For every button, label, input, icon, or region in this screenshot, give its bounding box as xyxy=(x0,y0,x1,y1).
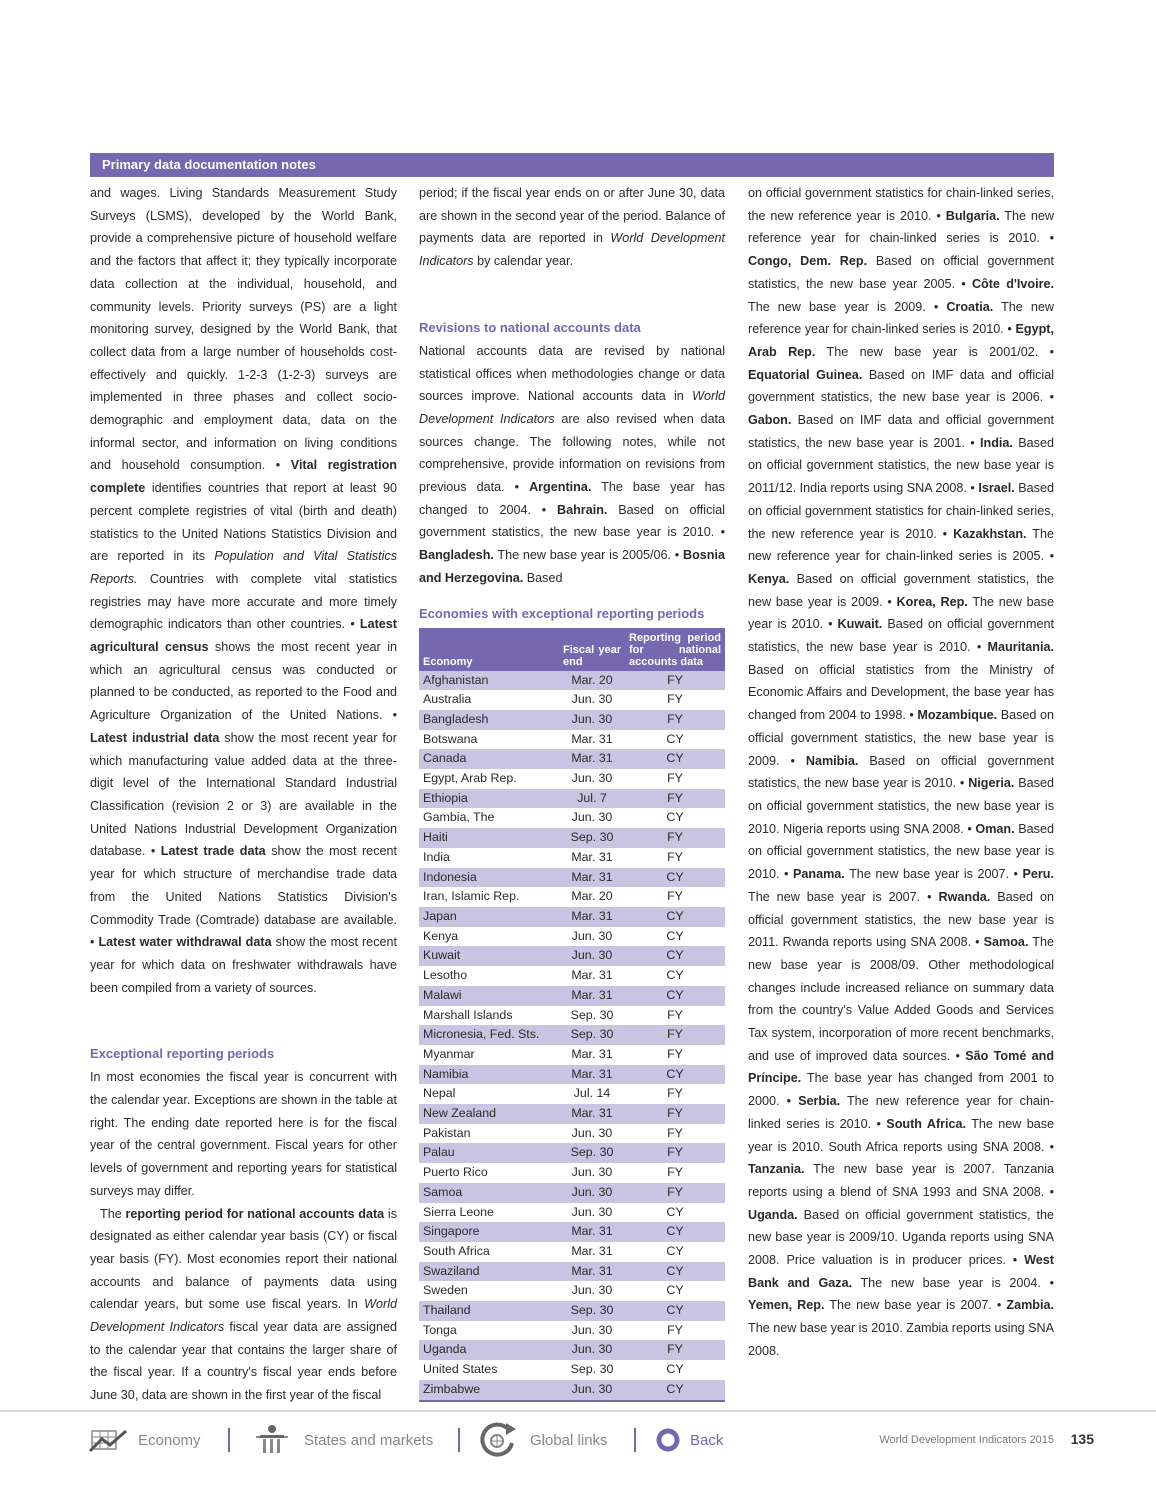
country-name: Israel. xyxy=(978,481,1015,496)
economy-cell: Egypt, Arab Rep. xyxy=(423,771,517,786)
table-row xyxy=(419,986,725,1006)
table-row xyxy=(419,1104,725,1124)
nav-separator xyxy=(634,1428,636,1452)
fiscal-year-end-cell: Jun. 30 xyxy=(571,1204,613,1219)
footer-divider xyxy=(0,1410,1156,1412)
reporting-period-cell: CY xyxy=(625,1222,725,1242)
table-row xyxy=(419,1380,725,1401)
reporting-period-cell: FY xyxy=(625,1340,725,1360)
reporting-period-cell: CY xyxy=(625,1065,725,1085)
page-number: 135 xyxy=(1070,1431,1094,1447)
country-name: Peru. xyxy=(1022,867,1054,882)
economy-cell: Iran, Islamic Rep. xyxy=(423,889,520,904)
economy-cell: Kuwait xyxy=(419,946,559,966)
nav-back[interactable] xyxy=(656,1420,723,1460)
country-name: Kazakhstan. xyxy=(953,526,1027,541)
economy-cell: Sweden xyxy=(423,1283,468,1298)
fiscal-year-end-cell: Sep. 30 xyxy=(570,1007,614,1022)
table-row xyxy=(419,868,725,888)
fiscal-year-end-cell: Mar. 31 xyxy=(559,868,625,888)
economy-cell: Haiti xyxy=(419,828,559,848)
fiscal-year-end-cell: Jun. 30 xyxy=(571,1165,613,1180)
fiscal-year-end-cell: Mar. 20 xyxy=(571,889,613,904)
country-name: Mozambique. xyxy=(917,708,998,723)
table-row xyxy=(419,966,725,986)
table-row xyxy=(419,690,725,710)
reporting-period-cell: CY xyxy=(625,986,725,1006)
country-name: São Tomé and Príncipe. xyxy=(748,1048,1055,1086)
economy-cell: Samoa xyxy=(419,1183,559,1203)
table-row xyxy=(419,848,725,868)
nav-label: Economy xyxy=(138,1431,201,1449)
reporting-period-cell: CY xyxy=(625,1301,725,1321)
publication-title: World Development Indicators 2015 xyxy=(879,1434,1054,1446)
nav-separator xyxy=(228,1428,230,1452)
fiscal-year-end-cell: Jun. 30 xyxy=(571,928,613,943)
economy-cell: Myanmar xyxy=(423,1046,475,1061)
reporting-period-cell: FY xyxy=(667,1322,683,1337)
table-row xyxy=(419,1281,725,1301)
fiscal-year-end-cell: Sep. 30 xyxy=(559,1143,625,1163)
economy-cell: Tonga xyxy=(423,1322,457,1337)
economies-table xyxy=(419,628,725,1402)
fiscal-year-end-cell: Jun. 30 xyxy=(571,692,613,707)
nav-states-markets[interactable] xyxy=(254,1420,433,1460)
table-row xyxy=(419,1222,725,1242)
fiscal-year-end-cell: Mar. 31 xyxy=(559,1065,625,1085)
economy-cell: New Zealand xyxy=(419,1104,559,1124)
country-name: Congo, Dem. Rep. xyxy=(748,254,868,269)
country-name: Rwanda. xyxy=(938,889,991,904)
economy-cell: Ethiopia xyxy=(419,789,559,809)
nav-separator xyxy=(458,1428,460,1452)
table-row xyxy=(419,1262,725,1282)
table-row xyxy=(419,808,725,828)
economy-cell: Thailand xyxy=(419,1301,559,1321)
fiscal-year-end-cell: Jul. 7 xyxy=(559,789,625,809)
column-header-reporting-period: Reporting period for national accounts data xyxy=(625,628,725,671)
global-links-icon xyxy=(478,1421,520,1459)
economy-cell: Puerto Rico xyxy=(423,1165,488,1180)
term-water-withdrawal: Latest water withdrawal data xyxy=(98,935,272,950)
fiscal-year-end-cell: Jun. 30 xyxy=(571,1125,613,1140)
reporting-period-cell: CY xyxy=(666,968,684,983)
country-name: Kuwait. xyxy=(837,617,883,632)
economy-cell: Micronesia, Fed. Sts. xyxy=(419,1025,559,1045)
table-row xyxy=(419,730,725,750)
fiscal-year-end-cell: Jun. 30 xyxy=(559,1340,625,1360)
reporting-period-cell: CY xyxy=(625,749,725,769)
country-name: Serbia. xyxy=(798,1094,841,1109)
paragraph: The reporting period for national accounts data is designated as either calendar year basis (CY) or fiscal year basis (FY). Most economies report their national accounts and balance of payments data using calendar years, but some use fiscal years. In World Development Indicators fiscal year data are assigned to the calendar year that contains the larger share of the fiscal year. If a country's fiscal year ends before June 30, data are shown in the first year of the fiscal xyxy=(90,1206,398,1403)
reporting-period-cell: CY xyxy=(666,1243,684,1258)
table-row xyxy=(419,946,725,966)
table-row xyxy=(419,1360,725,1380)
economy-cell: United States xyxy=(423,1362,498,1377)
fiscal-year-end-cell: Mar. 31 xyxy=(559,1104,625,1124)
reporting-period-cell: CY xyxy=(625,1262,725,1282)
paragraph: In most economies the fiscal year is concurrent with the calendar year. Exceptions are shown in the table at right. The ending date reported here is for the fiscal year of the central government. Fiscal years for other levels of government and reporting years for statistical surveys may differ. xyxy=(90,1070,397,1198)
back-icon xyxy=(656,1428,680,1452)
reporting-period-cell: CY xyxy=(666,1204,684,1219)
table-row xyxy=(419,887,725,907)
table-row xyxy=(419,671,725,691)
fiscal-year-end-cell: Mar. 31 xyxy=(571,1046,613,1061)
economy-cell: Marshall Islands xyxy=(423,1007,513,1022)
economy-cell: Namibia xyxy=(419,1065,559,1085)
table-row xyxy=(419,1340,725,1360)
fiscal-year-end-cell: Jul. 14 xyxy=(573,1086,611,1101)
country-name: Yemen, Rep. xyxy=(748,1298,825,1313)
table-row xyxy=(419,1242,725,1262)
country-name: Mauritania. xyxy=(987,640,1054,655)
economy-cell: India xyxy=(423,849,450,864)
paragraph: and wages. Living Standards Measurement Study Surveys (LSMS), developed by the World Bank, provide a comprehensive picture of household welfare and the factors that affect it; they typically incorporate data collection at the individual, household, and community levels. Priority surveys (PS) are a light monitoring survey, designed by the World Bank, that collect data from a large number of households cost-effectively and quickly. 1-2-3 (1-2-3) surveys are implemented in three phases and collect socio-demographic and employment data, data on the informal sector, and information on living conditions and household consumption. • Vital registration complete identifies countries that report at least 90 percent complete registries of vital (birth and death) statistics to the United Nations Statistics Division and are reported in its Population and Vital Statistics Reports. Countries with complete vital statistics registries may have more accurate and more timely demographic indicators than other countries. • Latest agricultural census shows the most recent year in which an agricultural census was conducted or planned to be conducted, as reported to the Food and Agriculture Organization of the United Nations. • Latest industrial data show the most recent year for which manufacturing value added data at the three-digit level of the International Standard Industrial Classification (revision 2 or 3) are available in the United Nations Industrial Development Organization database. • Latest trade data show the most recent year for which structure of merchandise trade data from the United Nations Statistics Division's Commodity Trade (Comtrade) database are available. • Latest water withdrawal data show the most recent year for which data on freshwater withdrawals have been compiled from a variety of sources. xyxy=(90,186,398,995)
fiscal-year-end-cell: Mar. 31 xyxy=(559,1222,625,1242)
fiscal-year-end-cell: Jun. 30 xyxy=(559,710,625,730)
reporting-period-cell: FY xyxy=(625,671,725,691)
country-name: Bulgaria. xyxy=(945,208,1000,223)
reporting-period-cell: CY xyxy=(666,1283,684,1298)
term-industrial-data: Latest industrial data xyxy=(90,730,220,745)
table-row xyxy=(419,1025,725,1045)
reporting-period-cell: CY xyxy=(666,1362,684,1377)
nav-global-links[interactable] xyxy=(478,1420,608,1460)
economy-cell: Pakistan xyxy=(423,1125,471,1140)
country-name: Uganda. xyxy=(748,1207,798,1222)
economy-cell: Sierra Leone xyxy=(423,1204,494,1219)
economy-cell: Kenya xyxy=(423,928,459,943)
economy-cell: Singapore xyxy=(419,1222,559,1242)
nav-label: Back xyxy=(690,1431,724,1449)
reporting-period-cell: FY xyxy=(667,771,683,786)
country-name: Côte d'Ivoire. xyxy=(971,276,1054,291)
reporting-period-cell: CY xyxy=(625,1380,725,1401)
table-row xyxy=(419,1143,725,1163)
country-name: Zambia. xyxy=(1006,1298,1054,1313)
column-1 xyxy=(90,182,397,1407)
reporting-period-cell: FY xyxy=(667,692,683,707)
table-row xyxy=(419,1321,725,1341)
country-name: Korea, Rep. xyxy=(896,594,968,609)
economy-cell: Botswana xyxy=(423,731,478,746)
reporting-period-cell: FY xyxy=(667,1125,683,1140)
country-name: Equatorial Guinea. xyxy=(748,367,863,382)
reporting-period-cell: FY xyxy=(667,889,683,904)
country-name: South Africa. xyxy=(886,1116,967,1131)
economy-cell: Japan xyxy=(419,907,559,927)
fiscal-year-end-cell: Mar. 31 xyxy=(571,731,613,746)
country-name: Oman. xyxy=(975,821,1015,836)
economy-cell: South Africa xyxy=(423,1243,490,1258)
table-row xyxy=(419,789,725,809)
nav-label: Global links xyxy=(530,1431,608,1449)
economy-cell: Afghanistan xyxy=(419,671,559,691)
reporting-period-cell: FY xyxy=(667,1007,683,1022)
table-title: Economies with exceptional reporting periods xyxy=(419,605,705,621)
country-name: West Bank and Gaza. xyxy=(748,1253,1054,1290)
fiscal-year-end-cell: Jun. 30 xyxy=(571,1283,613,1298)
country-name: Kenya. xyxy=(748,571,790,586)
fiscal-year-end-cell: Mar. 31 xyxy=(559,986,625,1006)
economy-cell: Uganda xyxy=(419,1340,559,1360)
fiscal-year-end-cell: Sep. 30 xyxy=(559,1301,625,1321)
economy-cell: Australia xyxy=(423,692,472,707)
section-title: Primary data documentation notes xyxy=(102,157,316,172)
country-name: India. xyxy=(980,435,1013,450)
reporting-period-cell: FY xyxy=(625,710,725,730)
table-row xyxy=(419,1301,725,1321)
paragraph: National accounts data are revised by national statistical offices when methodologies change or data sources improve. National accounts data in World Development Indicators are also revised when data sources change. The following notes, while not comprehensive, provide information on revisions from previous data. • Argentina. The base year has changed to 2004. • Bahrain. Based on official government statistics, the new base year is 2010. • Bangladesh. The new base year is 2005/06. • Bosnia and Herzegovina. Based xyxy=(419,343,726,585)
economy-cell: Lesotho xyxy=(423,968,468,983)
reporting-period-cell: FY xyxy=(667,1165,683,1180)
states-markets-icon xyxy=(254,1423,294,1457)
reporting-period-cell: CY xyxy=(666,810,684,825)
term-agricultural-census: Latest agricultural census xyxy=(90,617,397,655)
reporting-period-cell: CY xyxy=(666,731,684,746)
fiscal-year-end-cell: Mar. 31 xyxy=(559,749,625,769)
fiscal-year-end-cell: Mar. 31 xyxy=(559,907,625,927)
term-trade-data: Latest trade data xyxy=(160,844,266,859)
reporting-period-cell: CY xyxy=(625,946,725,966)
table-row xyxy=(419,1084,725,1104)
section-band xyxy=(90,153,1054,177)
fiscal-year-end-cell: Jun. 30 xyxy=(571,771,613,786)
economy-cell: Bangladesh xyxy=(419,710,559,730)
reporting-period-cell: FY xyxy=(667,849,683,864)
country-name: Tanzania. xyxy=(748,1162,805,1177)
economy-cell: Gambia, The xyxy=(423,810,495,825)
table-row xyxy=(419,1045,725,1065)
country-name: Egypt, Arab Rep. xyxy=(748,322,1054,359)
fiscal-year-end-cell: Jun. 30 xyxy=(571,1322,613,1337)
nav-label: States and markets xyxy=(304,1431,434,1449)
economy-cell: Canada xyxy=(419,749,559,769)
country-name: Samoa. xyxy=(983,935,1029,950)
table-row xyxy=(419,1183,725,1203)
table-row xyxy=(419,1006,725,1026)
nav-economy[interactable] xyxy=(88,1420,201,1460)
fiscal-year-end-cell: Mar. 31 xyxy=(571,1243,613,1258)
country-name: Namibia. xyxy=(805,753,859,768)
fiscal-year-end-cell: Mar. 31 xyxy=(571,849,613,864)
reporting-period-cell: FY xyxy=(625,1143,725,1163)
reporting-period-cell: CY xyxy=(666,928,684,943)
country-name: Nigeria. xyxy=(968,776,1015,791)
table-row xyxy=(419,749,725,769)
reporting-period-cell: FY xyxy=(625,1183,725,1203)
heading-exceptional-periods: Exceptional reporting periods xyxy=(90,1046,275,1062)
column-header-fiscal-year-end: Fiscal year end xyxy=(559,628,625,671)
economy-icon xyxy=(88,1425,128,1455)
table-row xyxy=(419,828,725,848)
reporting-period-cell: FY xyxy=(625,789,725,809)
table-row xyxy=(419,710,725,730)
table-row xyxy=(419,1203,725,1223)
reporting-period-cell: FY xyxy=(625,1104,725,1124)
table-row xyxy=(419,907,725,927)
country-name: Panama. xyxy=(793,867,845,882)
economy-cell: Zimbabwe xyxy=(419,1380,559,1401)
column-header-economy: Economy xyxy=(419,628,559,671)
table-row xyxy=(419,1065,725,1085)
fiscal-year-end-cell: Jun. 30 xyxy=(559,1380,625,1401)
reporting-period-cell: FY xyxy=(625,828,725,848)
table-row xyxy=(419,769,725,789)
fiscal-year-end-cell: Mar. 20 xyxy=(559,671,625,691)
economy-cell: Palau xyxy=(419,1143,559,1163)
term-vital-registration: Vital registration complete xyxy=(90,458,397,496)
table-row xyxy=(419,927,725,947)
fiscal-year-end-cell: Sep. 30 xyxy=(559,828,625,848)
reporting-period-cell: FY xyxy=(667,1046,683,1061)
column-2 xyxy=(419,182,725,1402)
economy-cell: Nepal xyxy=(423,1086,456,1101)
table-row xyxy=(419,1124,725,1144)
fiscal-year-end-cell: Jun. 30 xyxy=(559,946,625,966)
table-row xyxy=(419,1163,725,1183)
revision-notes: on official government statistics for chain-linked series, the new reference year is 2010. • Bulgaria. The new reference year for chain-linked series is 2010. • Congo, Dem. Rep. Based on official government statistics, the new base year 2005. • Côte d'Ivoire. The new base year is 2009. • Croatia. The new reference year for chain-linked series is 2010. • Egypt, Arab Rep. The new base year is 2001/02. • Equatorial Guinea. Based on IMF data and official government statistics, the new base year is 2006. • Gabon. Based on IMF data and official government statistics, the new base year is 2001. • India. Based on official government statistics, the new base year is 2011/12. India reports using SNA 2008. • Israel. Based on official government statistics for chain-linked series, the new reference year is 2010. • Kazakhstan. The new reference year for chain-linked series is 2005. • Kenya. Based on official government statistics, the new base year is 2009. • Korea, Rep. The new base year is 2010. • Kuwait. Based on official government statistics, the new base year is 2010. • Mauritania. Based on official statistics from the Ministry of Economic Affairs and Development, the base year has changed from 2004 to 1998. • Mozambique. Based on official government statistics, the new base year is 2009. • Namibia. Based on official government statistics, the new base year is 2010. • Nigeria. Based on official government statistics, the new base year is 2010. Nigeria reports using SNA 2008. • Oman. Based on official government statistics, the new base year is 2010. • Panama. The new base year is 2007. • Peru. The new base year is 2007. • Rwanda. Based on official government statistics, the new base year is 2011. Rwanda reports using SNA 2008. • Samoa. The new base year is 2008/09. Other methodological changes include increased reliance on summary data from the country's Value Added Goods and Services Tax system, incorporation of more recent benchmarks, and use of improved data sources. • São Tomé and Príncipe. The base year has changed from 2001 to 2000. • Serbia. The new reference year for chain-linked series is 2010. • South Africa. The new base year is 2010. South Africa reports using SNA 2008. • Tanzania. The new base year is 2007. Tanzania reports using a blend of SNA 1993 and SNA 2008. • Uganda. Based on official government statistics, the new base year is 2009/10. Uganda reports using SNA 2008. Price valuation is in producer prices. • West Bank and Gaza. The new base year is 2004. • Yemen, Rep. The new base year is 2007. • Zambia. The new base year is 2010. Zambia reports using SNA 2008. xyxy=(748,186,1055,1358)
heading-revisions: Revisions to national accounts data xyxy=(419,319,641,335)
fiscal-year-end-cell: Jun. 30 xyxy=(559,1183,625,1203)
fiscal-year-end-cell: Mar. 31 xyxy=(571,968,613,983)
economy-cell: Malawi xyxy=(419,986,559,1006)
reporting-period-cell: FY xyxy=(667,1086,683,1101)
country-name: Croatia. xyxy=(946,299,994,314)
column-3 xyxy=(748,182,1054,1363)
reporting-period-cell: CY xyxy=(625,868,725,888)
fiscal-year-end-cell: Mar. 31 xyxy=(559,1262,625,1282)
economy-cell: Swaziland xyxy=(419,1262,559,1282)
reporting-period-cell: CY xyxy=(625,907,725,927)
economy-cell: Indonesia xyxy=(419,868,559,888)
paragraph: period; if the fiscal year ends on or after June 30, data are shown in the second year of the period. Balance of payments data are reported in World Development Indicators by calendar year. xyxy=(419,186,725,269)
fiscal-year-end-cell: Jun. 30 xyxy=(571,810,613,825)
reporting-period-cell: FY xyxy=(625,1025,725,1045)
country-name: Gabon. xyxy=(748,413,792,428)
fiscal-year-end-cell: Sep. 30 xyxy=(559,1025,625,1045)
fiscal-year-end-cell: Sep. 30 xyxy=(570,1362,614,1377)
